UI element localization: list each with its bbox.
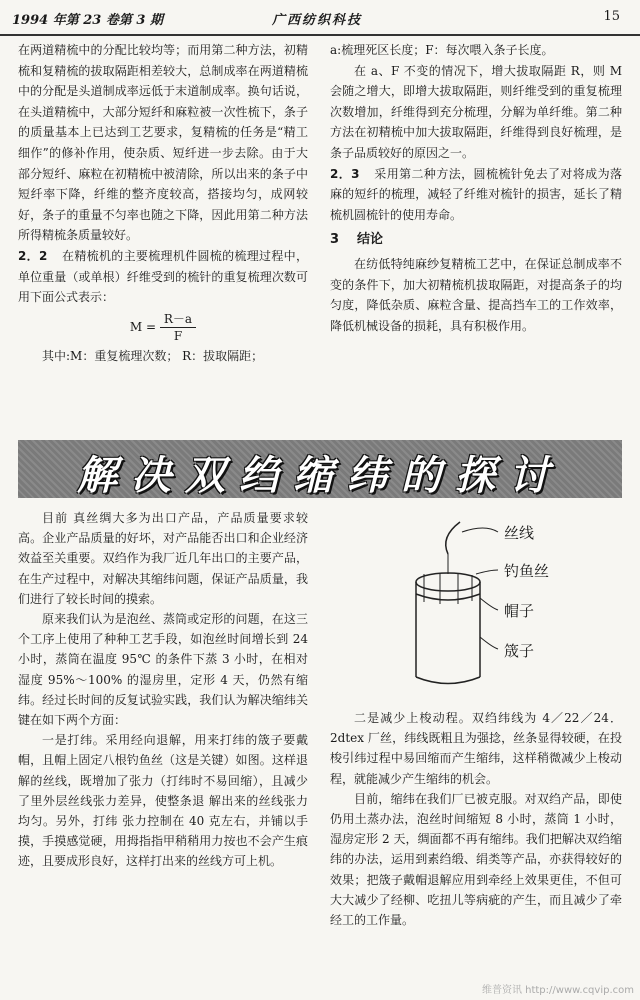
formula-numerator: R－a: [160, 311, 196, 328]
tube-drawing: [400, 512, 600, 702]
running-header: [0, 0, 640, 36]
formula-denominator: F: [173, 328, 183, 343]
paragraph: 目前，缩纬在我们厂已被克服。对双绉产品，即使仍用土蒸办法，泡丝时间缩短 8 小时，蒸筒 1 小时，湿房定形 2 天，绸面都不再有缩纬。我们把解决双绉缩纬的办法，运用到素绉缎、绢类等产品，亦获得较好的效果；把筬子戴帽退解应用到牵经上效果更佳，不但可大大减少了经柳、吃扭儿等病疵的产生，而且减少了牵经工的工作量。: [330, 791, 622, 928]
paragraph: 其中:M：重复梳理次数； R：拔取隔距；: [42, 348, 264, 363]
label-cap: 帽子: [504, 602, 535, 620]
label-fishing-line: 钓鱼丝: [504, 562, 550, 580]
paragraph: 原来我们认为是泡丝、蒸筒或定形的问题，在这三个工序上使用了种种工艺手段，如泡丝时间增长到 24 小时，蒸筒在温度 95℃ 的条件下蒸 3 小时，在相对湿度 95%～100% 的湿房里，定形 4 天，仍然有缩纬。经过长时间的反复试验实践，我们认为解决缩纬关键在如下两个方面：: [18, 612, 308, 728]
issue-info: 1994 年第 23 卷第 3 期: [12, 13, 163, 28]
article-title-banner: [18, 440, 622, 498]
article1-right-column: [330, 40, 622, 336]
article-title: 解决双绉缩纬的探讨: [77, 452, 563, 499]
paragraph: 二是减少上梭动程。双绉纬线为 4／22／24．2dtex 厂丝，纬线既粗且为强捻，丝条显得较硬，在投梭引纬过程中易回缩而产生缩纬，这样稍微减少上梭动程，就能减少产生缩纬的机会。: [330, 711, 622, 786]
section-heading-title: 结论: [357, 232, 384, 248]
paragraph: 在 a、F 不变的情况下，增大拔取隔距 R，则 M 会随之增大，即增大拔取隔距，则纤维受到的重复梳理次数增加，纤维得到充分梳理，分解为单纤维。第二种方法在初精梳中加大拔取隔距，纤维得到良好梳理，是条子品质较好的原因之一。: [330, 63, 622, 160]
paragraph: [330, 164, 622, 226]
paragraph-text: 在精梳机的主要梳理机件圆梳的梳理过程中，单位重量（或单根）纤维受到的梳针的重复梳理次数可用下面公式表示：: [18, 248, 308, 305]
label-tube: 筬子: [504, 642, 535, 660]
article2-left-column: [18, 508, 308, 872]
paragraph: 在两道精梳中的分配比较均等；而用第二种方法，初精梳和复精梳的拔取隔距相差较大，总制成率在两道精梳中的分配是头道制成率远低于末道制成率。换句话说，在头道精梳中，大部分短纤和麻粒被一次性梳下，条子的质量基本上已达到工艺要求，复精梳的任务是“精工细作”的修补作用，使杂质、短纤进一步去除。由于大部分短纤、麻粒在初精梳中被清除，所以出来的条子中短纤率下降，纤维的整齐度较高，搭接均匀，成网较好，条子的重量不匀率也随之下降，因此用第二种方法所得精梳条质量较好。: [18, 43, 308, 243]
figure-tube-with-cap: [400, 512, 600, 702]
paragraph-text: 采用第二种方法，圆梳梳针免去了对将成为落麻的短纤的梳理，减轻了纤维对梳针的损害，延长了精梳机圆梳针的使用寿命。: [330, 166, 622, 222]
article2-right-column: [330, 708, 622, 930]
paragraph: 一是打纬。采用经向退解，用来打纬的筬子要戴帽，且帽上固定八根钓鱼丝（这是关键）如图。这样退解的丝线，既增加了张力（打纬时不易回缩），且减少了里外层丝线张力差异，使整条退 解出来的丝线张力均匀。另外，打纬 张力控制在 40 克左右，并铺以手摸，手摸感觉硬，用拇指指甲稍稍用力按也不会产生痕迹，且要成形良好，这样打出来的丝线方可上机。: [18, 733, 308, 869]
page-number: 15: [603, 9, 620, 24]
paragraph: 在纺低特纯麻纱复精梳工艺中，在保证总制成率不变的条件下，加大初精梳机拔取隔距，对提高条子的均匀度，降低杂质、麻粒含量、提高挡车工的工作效率，降低机械设备的损耗，具有积极作用。: [330, 256, 622, 333]
formula: [18, 311, 308, 344]
paragraph: [18, 246, 308, 308]
section-heading-number: 3: [330, 232, 340, 248]
formula-lhs: M =: [129, 319, 157, 334]
paragraph: a:梳理死区长度；F：每次喂入条子长度。: [330, 43, 554, 57]
paragraph: 目前 真丝绸大多为出口产品，产品质量要求较高。企业产品质量的好坏，对产品能否出口和企业经济效益至关重要。双绉作为我厂近几年出口的主要产品，在生产过程中，对解决其缩纬问题，保证产品质量，我们进行了较长时间的摸索。: [18, 511, 308, 606]
article1-left-column: [18, 40, 308, 366]
section-heading: [330, 230, 622, 251]
journal-name: 广西纺织科技: [272, 13, 363, 28]
section-number: 2．2: [18, 248, 48, 263]
section-number: 2．3: [330, 166, 360, 181]
watermark: 维普资讯 http://www.cqvip.com: [481, 985, 634, 996]
formula-fraction: [160, 311, 196, 344]
label-silk-thread: 丝线: [504, 524, 535, 542]
